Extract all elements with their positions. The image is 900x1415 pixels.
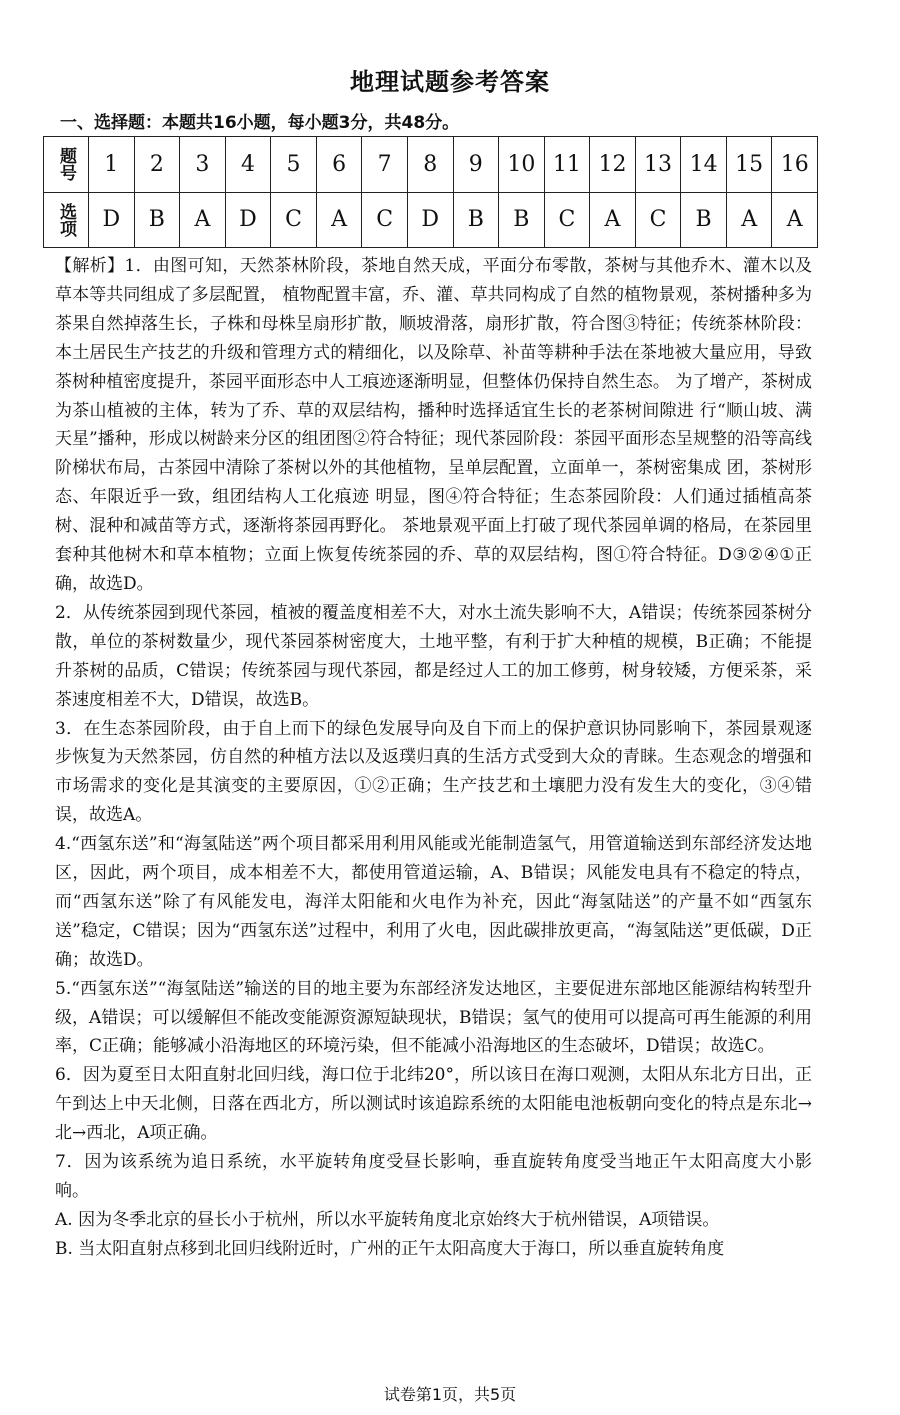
answer-table <box>43 136 818 248</box>
page-title: 地理试题参考答案 <box>350 68 550 96</box>
explanation-paragraph: 5.“西氢东送”“海氢陆送”输送的目的地主要为东部经济发达地区，主要促进东部地区能源结构转型升级，A错误；可以缓解但不能改变能源资源短缺现状，B错误；氢气的使用可以提高可再生能源的利用率，C正确；能够减小沿海地区的环境污染，但不能减小沿海地区的生态破坏，D错误；故选C。 <box>55 978 812 1057</box>
answer-cell: D <box>225 192 271 248</box>
answer-cell: D <box>89 192 135 248</box>
answer-cell: D <box>407 192 453 248</box>
question-number-cell: 16 <box>772 137 818 193</box>
question-number-cell: 8 <box>407 137 453 193</box>
answer-cell: C <box>635 192 681 248</box>
explanation-paragraph: 【解析】1．由图可知，天然茶林阶段，茶地自然天成，平面分布零散，茶树与其他乔木、灌木以及草本等共同组成了多层配置， 植物配置丰富，乔、灌、草共同构成了自然的植物景观，茶树播种多为茶果自然掉落生长，子株和母株呈扇形扩散，顺坡滑落，扇形扩散，符合图③特征；传统茶林阶段：本土居民生产技艺的升级和管理方式的精细化，以及除草、补苗等耕种手法在茶地被大量应用，导致茶树种植密度提升，茶园平面形态中人工痕迹逐渐明显，但整体仍保持自然生态。 为了增产，茶树成为茶山植被的主体，转为了乔、草的双层结构，播种时选择适宜生长的老茶树间隙进 行“顺山坡、满天星”播种，形成以树龄来分区的组团图②符合特征；现代茶园阶段：茶园平面形态呈规整的沿等高线阶梯状布局，古茶园中清除了茶树以外的其他植物，呈单层配置，立面单一，茶树密集成 团，茶树形态、年限近乎一致，组团结构人工化痕迹 明显，图④符合特征；生态茶园阶段：人们通过插植高茶树、混种和减苗等方式，逐渐将茶园再野化。 茶地景观平面上打破了现代茶园单调的格局，在茶园里套种其他树木和草本植物；立面上恢复传统茶园的乔、草的双层结构，图①符合特征。D③②④①正确，故选D。 <box>55 256 812 594</box>
answer-cell: C <box>362 192 408 248</box>
question-number-cell: 9 <box>453 137 499 193</box>
explanation-paragraph: 4.“西氢东送”和“海氢陆送”两个项目都采用利用风能或光能制造氢气，用管道输送到东部经济发达地区，因此，两个项目，成本相差不大，都使用管道运输，A、B错误；风能发电具有不稳定的特点，而“西氢东送”除了有风能发电，海洋太阳能和火电作为补充，因此“海氢陆送”的产量不如“西氢东送”稳定，C错误；因为“西氢东送”过程中，利用了火电，因此碳排放更高，“海氢陆送”更低碳，D正确；故选D。 <box>55 834 812 970</box>
answer-cell: B <box>453 192 499 248</box>
answer-cell: B <box>681 192 727 248</box>
answer-cell: A <box>772 192 818 248</box>
question-number-cell: 15 <box>726 137 772 193</box>
answer-cell: C <box>544 192 590 248</box>
question-number-cell: 12 <box>590 137 636 193</box>
question-number-cell: 14 <box>681 137 727 193</box>
question-number-cell: 1 <box>89 137 135 193</box>
explanation-paragraph: 3．在生态茶园阶段，由于自上而下的绿色发展导向及自下而上的保护意识协同影响下，茶园景观逐步恢复为天然茶园，仿自然的种植方法以及返璞归真的生活方式受到大众的青睐。生态观念的增强和市场需求的变化是其演变的主要原因，①②正确；生产技艺和土壤肥力没有发生大的变化，③④错误，故选A。 <box>55 718 812 826</box>
answer-cell: B <box>499 192 545 248</box>
question-number-cell: 13 <box>635 137 681 193</box>
explanation-paragraph: 2．从传统茶园到现代茶园，植被的覆盖度相差不大，对水土流失影响不大，A错误；传统茶园茶树分散，单位的茶树数量少，现代茶园茶树密度大，土地平整，有利于扩大种植的规模，B正确；不能提升茶树的品质，C错误；传统茶园与现代茶园，都是经过人工的加工修剪，树身较矮，方便采茶，采茶速度相差不大，D错误，故选B。 <box>55 602 812 710</box>
answer-cell: C <box>271 192 317 248</box>
page-footer: 试卷第1页，共5页 <box>383 1385 517 1404</box>
answer-cell: A <box>726 192 772 248</box>
question-number-cell: 10 <box>499 137 545 193</box>
question-number-cell: 2 <box>134 137 180 193</box>
question-number-cell: 3 <box>180 137 226 193</box>
question-number-row <box>44 137 818 193</box>
explanation-paragraph: A. 因为冬季北京的昼长小于杭州，所以水平旋转角度北京始终大于杭州错误，A项错误。 <box>55 1209 720 1230</box>
section-heading: 一、选择题：本题共16小题，每小题3分，共48分。 <box>60 113 460 133</box>
question-number-cell: 7 <box>362 137 408 193</box>
explanation-paragraph: 6．因为夏至日太阳直射北回归线，海口位于北纬20°，所以该日在海口观测，太阳从东北方日出，正午到达上中天北侧，日落在西北方，所以测试时该追踪系统的太阳能电池板朝向变化的特点是东北→北→西北，A项正确。 <box>55 1065 812 1144</box>
question-number-cell: 5 <box>271 137 317 193</box>
answer-header: 选项 <box>44 192 89 248</box>
question-number-cell: 4 <box>225 137 271 193</box>
question-number-cell: 6 <box>316 137 362 193</box>
explanation-body <box>55 252 812 1264</box>
answer-cell: A <box>316 192 362 248</box>
explanation-paragraph: B. 当太阳直射点移到北回归线附近时，广州的正午太阳高度大于海口，所以垂直旋转角度 <box>55 1238 725 1259</box>
answer-cell: A <box>590 192 636 248</box>
answer-cell: A <box>180 192 226 248</box>
answer-row <box>44 192 818 248</box>
question-number-cell: 11 <box>544 137 590 193</box>
answer-cell: B <box>134 192 180 248</box>
question-number-header: 题号 <box>44 137 89 193</box>
explanation-paragraph: 7．因为该系统为追日系统，水平旋转角度受昼长影响，垂直旋转角度受当地正午太阳高度大小影响。 <box>55 1152 812 1201</box>
